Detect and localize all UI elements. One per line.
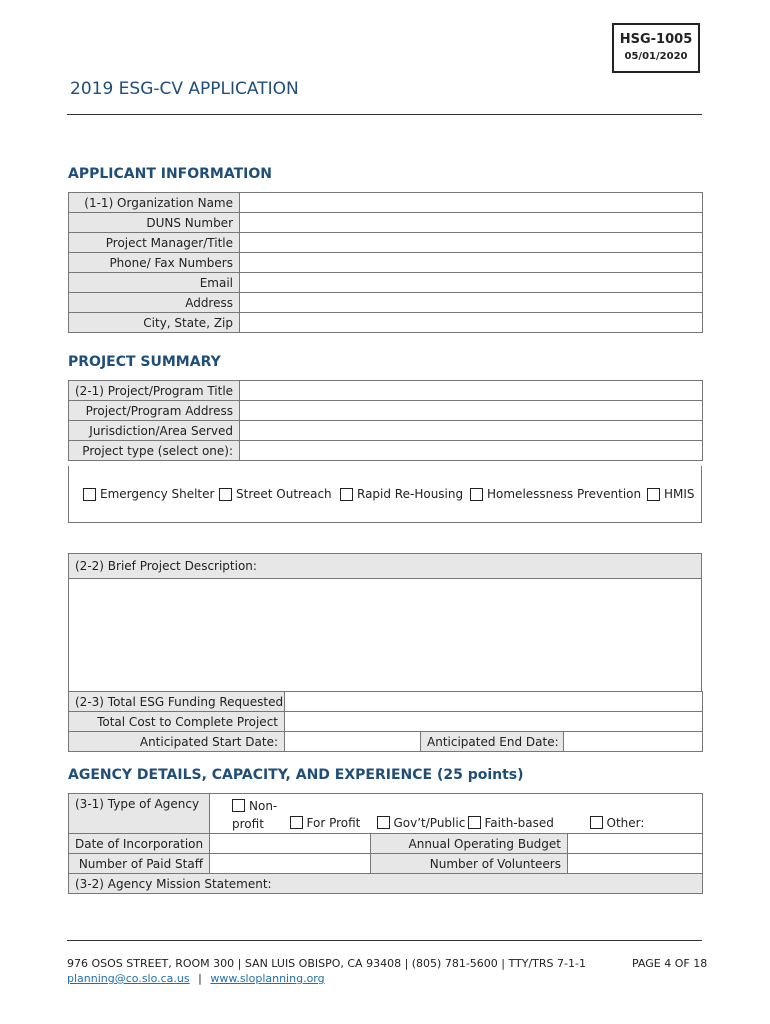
project-description-field[interactable] bbox=[69, 579, 701, 693]
project-manager-label: Project Manager/Title bbox=[69, 233, 240, 253]
option-label: Street Outreach bbox=[236, 487, 332, 501]
start-date-field[interactable] bbox=[285, 732, 421, 752]
checkbox-icon[interactable] bbox=[232, 799, 245, 812]
checkbox-icon[interactable] bbox=[647, 488, 660, 501]
nonprofit-option[interactable] bbox=[210, 794, 284, 834]
incorporation-field[interactable] bbox=[210, 834, 371, 854]
checkbox-icon[interactable] bbox=[377, 816, 390, 829]
project-manager-field[interactable] bbox=[240, 233, 703, 253]
hmis-option[interactable] bbox=[647, 487, 695, 501]
agency-heading: AGENCY DETAILS, CAPACITY, AND EXPERIENCE (25 points) bbox=[68, 767, 524, 783]
checkbox-icon[interactable] bbox=[468, 816, 481, 829]
duns-number-field[interactable] bbox=[240, 213, 703, 233]
project-description-box bbox=[68, 553, 702, 692]
incorporation-label: Date of Incorporation bbox=[69, 834, 210, 854]
program-address-label: Project/Program Address bbox=[69, 401, 240, 421]
option-label: Other: bbox=[606, 816, 645, 830]
document-title: 2019 ESG-CV APPLICATION bbox=[70, 79, 299, 99]
option-label: Non-profit bbox=[232, 799, 278, 831]
project-summary-heading: PROJECT SUMMARY bbox=[68, 354, 221, 370]
footer-separator: | bbox=[198, 972, 202, 985]
form-code-box bbox=[612, 23, 700, 73]
faith-based-option[interactable] bbox=[462, 794, 568, 834]
jurisdiction-label: Jurisdiction/Area Served bbox=[69, 421, 240, 441]
other-option[interactable] bbox=[568, 794, 703, 834]
form-code: HSG-1005 bbox=[619, 32, 693, 47]
option-label: Emergency Shelter bbox=[100, 487, 215, 501]
mission-statement-label: (3-2) Agency Mission Statement: bbox=[69, 874, 703, 894]
phone-fax-field[interactable] bbox=[240, 253, 703, 273]
project-type-label: Project type (select one): bbox=[69, 441, 240, 461]
checkbox-icon[interactable] bbox=[219, 488, 232, 501]
rapid-rehousing-option[interactable] bbox=[340, 487, 463, 501]
option-label: HMIS bbox=[664, 487, 695, 501]
checkbox-icon[interactable] bbox=[340, 488, 353, 501]
duns-number-label: DUNS Number bbox=[69, 213, 240, 233]
city-state-zip-label: City, State, Zip bbox=[69, 313, 240, 333]
agency-type-label: (3-1) Type of Agency bbox=[69, 794, 210, 834]
street-outreach-option[interactable] bbox=[219, 487, 332, 501]
paid-staff-label: Number of Paid Staff bbox=[69, 854, 210, 874]
program-address-field[interactable] bbox=[240, 401, 703, 421]
email-link[interactable]: planning@co.slo.ca.us bbox=[67, 972, 190, 985]
esg-funding-field[interactable] bbox=[285, 692, 703, 712]
operating-budget-field[interactable] bbox=[568, 834, 703, 854]
operating-budget-label: Annual Operating Budget bbox=[371, 834, 568, 854]
total-cost-label: Total Cost to Complete Project bbox=[69, 712, 285, 732]
organization-name-field[interactable] bbox=[240, 193, 703, 213]
program-title-label: (2-1) Project/Program Title bbox=[69, 381, 240, 401]
footer-divider bbox=[67, 940, 702, 941]
form-date: 05/01/2020 bbox=[624, 51, 688, 62]
emergency-shelter-option[interactable] bbox=[83, 487, 214, 501]
govt-public-option[interactable] bbox=[371, 794, 466, 834]
footer-address: 976 OSOS STREET, ROOM 300 | SAN LUIS OBISPO, CA 93408 | (805) 781-5600 | TTY/TRS 7-1-1 bbox=[67, 957, 586, 970]
page-number: PAGE 4 OF 18 bbox=[632, 957, 708, 970]
address-field[interactable] bbox=[240, 293, 703, 313]
esg-funding-label: (2-3) Total ESG Funding Requested bbox=[69, 692, 285, 712]
funding-table bbox=[68, 691, 703, 752]
title-divider bbox=[67, 114, 702, 115]
website-link[interactable]: www.sloplanning.org bbox=[210, 972, 325, 985]
end-date-label: Anticipated End Date: bbox=[421, 732, 564, 752]
option-label: For Profit bbox=[306, 816, 361, 830]
applicant-table bbox=[68, 192, 703, 333]
email-field[interactable] bbox=[240, 273, 703, 293]
project-type-field[interactable] bbox=[240, 441, 703, 461]
applicant-heading: APPLICANT INFORMATION bbox=[68, 166, 272, 182]
homelessness-prevention-option[interactable] bbox=[470, 487, 641, 501]
footer bbox=[67, 957, 586, 985]
paid-staff-field[interactable] bbox=[210, 854, 371, 874]
option-label: Faith-based bbox=[484, 816, 554, 830]
option-label: Rapid Re-Housing bbox=[357, 487, 464, 501]
checkbox-icon[interactable] bbox=[590, 816, 603, 829]
email-label: Email bbox=[69, 273, 240, 293]
start-date-label: Anticipated Start Date: bbox=[69, 732, 285, 752]
project-table bbox=[68, 380, 703, 461]
project-type-options bbox=[68, 466, 702, 523]
checkbox-icon[interactable] bbox=[83, 488, 96, 501]
volunteers-label: Number of Volunteers bbox=[371, 854, 568, 874]
end-date-field[interactable] bbox=[564, 732, 703, 752]
jurisdiction-field[interactable] bbox=[240, 421, 703, 441]
city-state-zip-field[interactable] bbox=[240, 313, 703, 333]
volunteers-field[interactable] bbox=[568, 854, 703, 874]
agency-table bbox=[68, 793, 703, 894]
total-cost-field[interactable] bbox=[285, 712, 703, 732]
for-profit-option[interactable] bbox=[284, 794, 371, 834]
project-description-label: (2-2) Brief Project Description: bbox=[69, 554, 701, 579]
phone-fax-label: Phone/ Fax Numbers bbox=[69, 253, 240, 273]
option-label: Homelessness Prevention bbox=[487, 487, 642, 501]
organization-name-label: (1-1) Organization Name bbox=[69, 193, 240, 213]
address-label: Address bbox=[69, 293, 240, 313]
checkbox-icon[interactable] bbox=[470, 488, 483, 501]
checkbox-icon[interactable] bbox=[290, 816, 303, 829]
option-label: Gov’t/Public bbox=[393, 816, 466, 830]
program-title-field[interactable] bbox=[240, 381, 703, 401]
